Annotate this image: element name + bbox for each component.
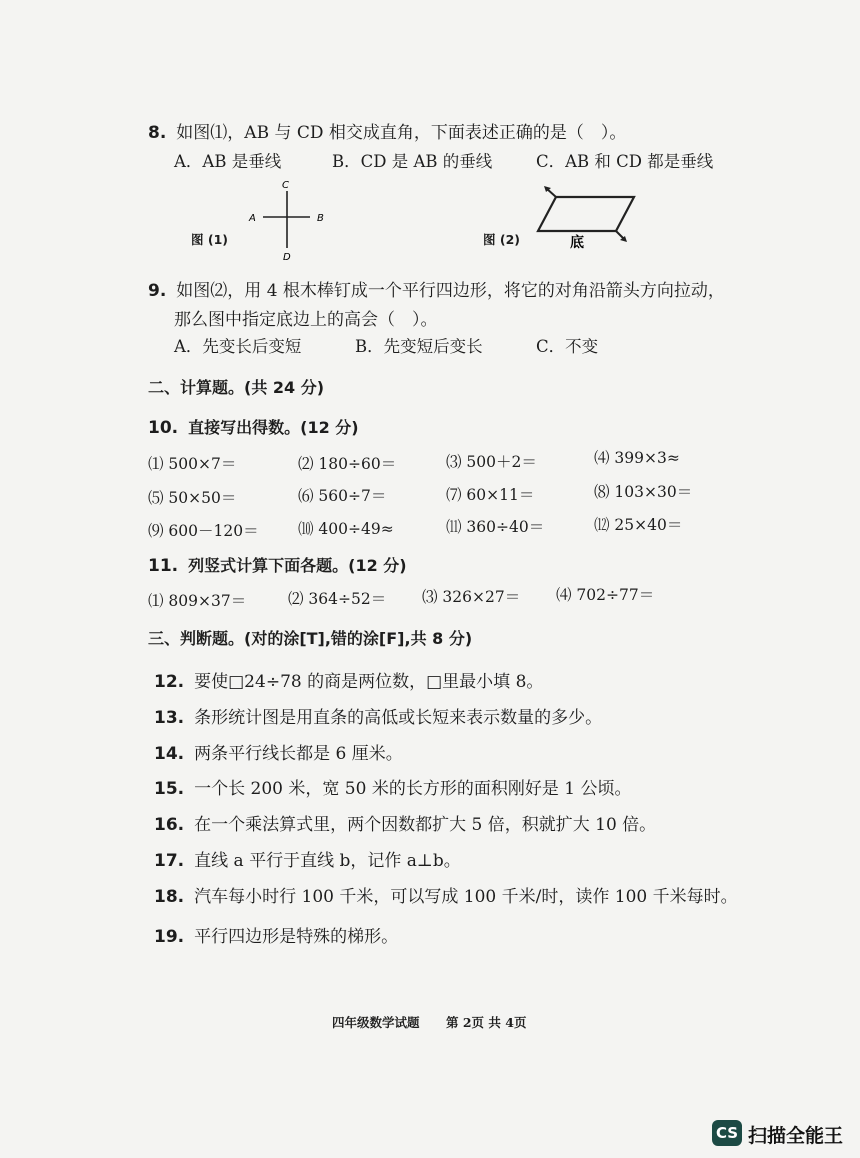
question-text: 直线 a 平行于直线 b，记作 a⊥b。 [194,851,461,871]
judgment-15 [154,774,631,799]
footer-subject: 四年级数学试题 [332,1015,420,1030]
question-text: 汽车每小时行 100 千米，可以写成 100 千米/时，读作 100 千米每时。 [194,887,738,907]
question-number: 8. [148,123,167,143]
q11-item-1: ⑴ 809×37＝ [148,592,247,610]
q11-item-3: ⑶ 326×27＝ [422,588,521,606]
figure-1-perpendicular-lines [245,177,335,263]
judgment-13 [154,703,602,728]
point-d-label: D [283,252,291,263]
q10-item-3: ⑶ 500＋2＝ [446,453,537,471]
figure-1-label: 图 (1) [191,232,228,247]
question-9 [148,276,725,301]
judgment-12 [154,667,543,692]
question-title: 直接写出得数。(12 分) [188,418,359,437]
judgment-18 [154,882,738,907]
base-label: 底 [570,235,584,251]
question-text: 平行四边形是特殊的梯形。 [194,927,399,947]
point-a-label: A [249,213,256,224]
question-text: 一个长 200 米，宽 50 米的长方形的面积刚好是 1 公顷。 [194,779,632,799]
q8-option-b: B．CD 是 AB 的垂线 [332,152,493,171]
question-text: 要使□24÷78 的商是两位数，□里最小填 8。 [194,672,544,692]
q8-option-a: A．AB 是垂线 [174,152,282,171]
section-2-title: 二、计算题。(共 24 分) [148,378,325,397]
judgment-17 [154,846,461,871]
question-9-line2: 那么图中指定底边上的高会（ ）。 [174,310,438,330]
question-10 [148,415,359,438]
judgment-19 [154,922,398,947]
section-3-title: 三、判断题。(对的涂[T],错的涂[F],共 8 分) [148,629,473,648]
q10-item-5: ⑸ 50×50＝ [148,489,237,507]
q11-item-4: ⑷ 702÷77＝ [556,586,655,604]
question-title: 列竖式计算下面各题。(12 分) [188,556,407,575]
question-text: 条形统计图是用直条的高低或长短来表示数量的多少。 [194,708,603,728]
judgment-14 [154,739,403,764]
question-number: 17. [154,851,185,871]
question-11 [148,553,407,576]
point-b-label: B [317,213,324,224]
q8-option-c: C．AB 和 CD 都是垂线 [536,152,714,171]
question-number: 18. [154,887,185,907]
figure-2-label: 图 (2) [483,232,520,247]
q10-item-1: ⑴ 500×7＝ [148,455,237,473]
question-number: 19. [154,927,185,947]
question-number: 9. [148,281,167,301]
q10-item-4: ⑷ 399×3≈ [594,449,680,467]
question-number: 11. [148,556,179,576]
q10-item-2: ⑵ 180÷60＝ [298,455,397,473]
question-number: 10. [148,418,179,438]
q9-option-c: C．不变 [536,337,599,356]
judgment-16 [154,810,656,835]
point-c-label: C [282,180,289,191]
q10-item-12: ⑿ 25×40＝ [594,516,683,534]
footer-page-number: 第 2页 共 4页 [446,1015,527,1030]
question-number: 14. [154,744,185,764]
figure-2-parallelogram [530,183,640,253]
q10-item-11: ⑾ 360÷40＝ [446,518,545,536]
q10-item-8: ⑻ 103×30＝ [594,483,693,501]
question-text: 在一个乘法算式里，两个因数都扩大 5 倍，积就扩大 10 倍。 [194,815,657,835]
scanner-logo-icon: CS [712,1120,742,1146]
q10-item-9: ⑼ 600－120＝ [148,522,259,540]
scanner-watermark-text: 扫描全能王 [748,1125,844,1147]
question-text: 两条平行线长都是 6 厘米。 [194,744,403,764]
q11-item-2: ⑵ 364÷52＝ [288,590,387,608]
question-text-line1: 如图⑵，用 4 根木棒钉成一个平行四边形，将它的对角沿箭头方向拉动， [176,281,725,301]
q9-option-a: A．先变长后变短 [174,337,302,356]
question-text: 如图⑴，AB 与 CD 相交成直角，下面表述正确的是（ ）。 [176,123,627,143]
q10-item-6: ⑹ 560÷7＝ [298,487,387,505]
q10-item-10: ⑽ 400÷49≈ [298,520,394,538]
question-number: 13. [154,708,185,728]
q10-item-7: ⑺ 60×11＝ [446,486,535,504]
question-number: 15. [154,779,185,799]
question-number: 16. [154,815,185,835]
q9-option-b: B．先变短后变长 [355,337,483,356]
question-number: 12. [154,672,185,692]
question-8 [148,118,626,143]
